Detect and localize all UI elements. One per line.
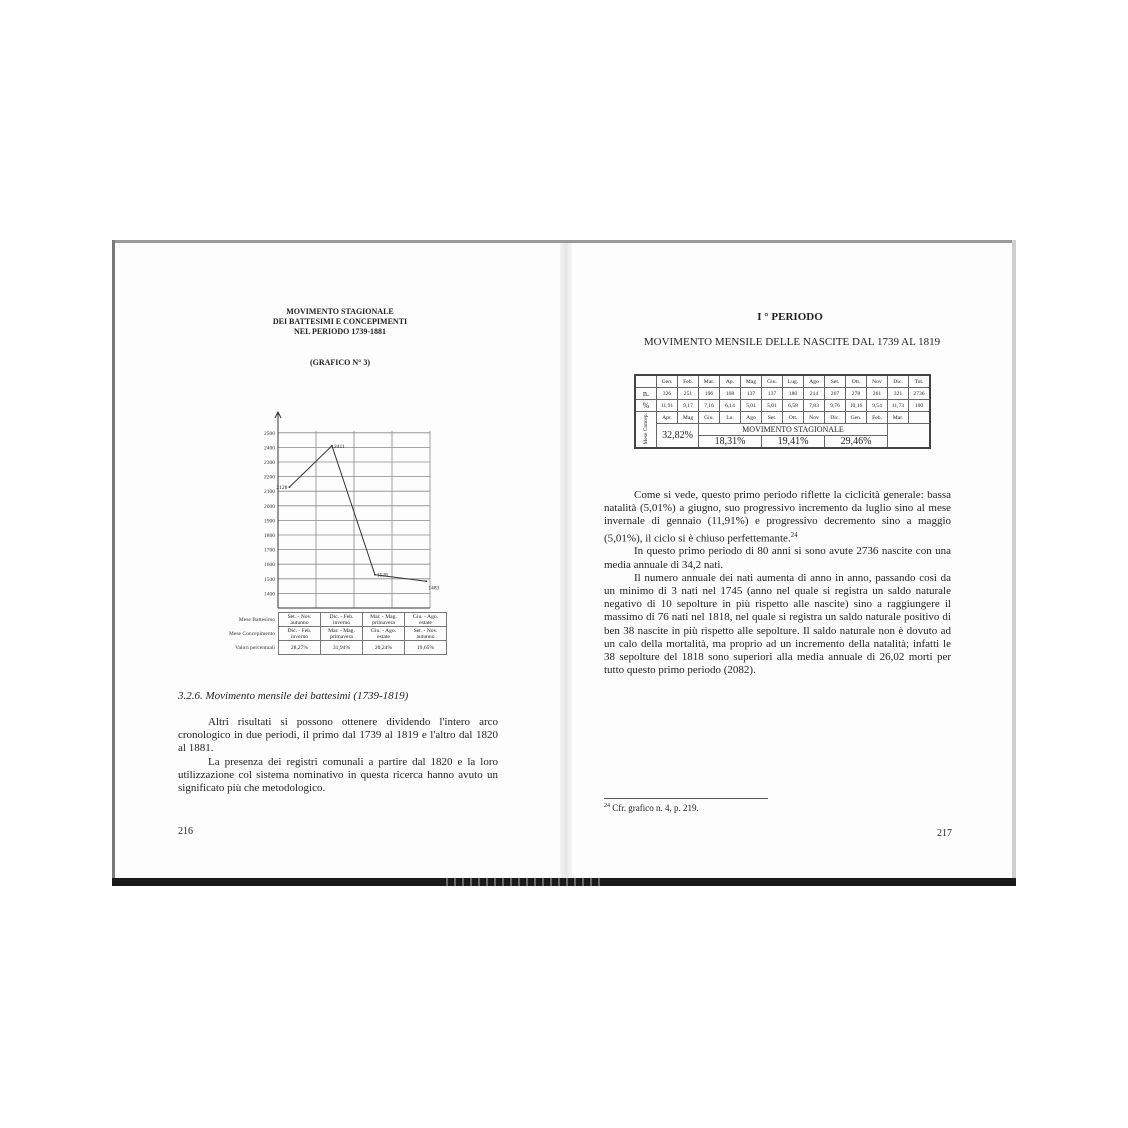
y-tick-label: 2400 (264, 445, 275, 452)
table-cell: 19,65% (405, 641, 447, 655)
data-label: 2411 (333, 443, 345, 450)
section-heading: 3.2.6. Movimento mensile dei battesimi (1739-1819) (178, 690, 409, 702)
month-header: Mag (741, 375, 762, 388)
table-row (635, 388, 930, 400)
seasonal-line-chart (252, 410, 462, 610)
data-point (374, 574, 376, 576)
month-header: Ap. (720, 375, 741, 388)
table-cell: 20,24% (363, 641, 405, 655)
concep-month-cell: Gen. (846, 412, 867, 424)
table-cell: Set. - Nov. autunno (405, 627, 447, 641)
table-row (635, 424, 930, 436)
month-header: Dic. (888, 375, 909, 388)
scan-left-edge (112, 240, 115, 886)
month-header: Tot. (909, 375, 931, 388)
title-line: MOVIMENTO STAGIONALE (286, 307, 394, 316)
footnote-ref: 24 (790, 530, 798, 539)
table-cell: 19,41% (762, 436, 825, 449)
y-tick-label: 2500 (264, 430, 275, 437)
row-label-concepimento: Mese Concepimento (228, 630, 275, 637)
table-cell (635, 375, 657, 388)
concep-month-cell: Ott. (783, 412, 804, 424)
table-row (635, 400, 930, 412)
row-label-n: n. (635, 388, 657, 400)
data-label: 2128 (276, 485, 288, 492)
paragraph: Altri risultati si possono ottenere dividendo l'intero arco cronologico in due periodi, il primo dal 1739 al 1819 e l'altro dal 1820 al 1881. (178, 716, 498, 755)
footnote-rule (604, 798, 768, 799)
y-tick-label: 2000 (264, 503, 275, 510)
births-pct-cell: 5,01 (741, 400, 762, 412)
month-header: Ago (804, 375, 825, 388)
paragraph: Come si vede, questo primo periodo riflette la ciclicità generale: bassa natalità (5,01%) a giugno, suo progressivo incremento da luglio sino al mese invernale di gennaio (11,91%) e progressivo decremento sino a maggio (5,01%), il ciclo si è chiuso perfettemante.$^{24}$ (604, 489, 951, 545)
scan-right-edge (1012, 240, 1016, 886)
title-line: DEI BATTESIMI E CONCEPIMENTI (272, 317, 408, 326)
month-header: Feb. (678, 375, 699, 388)
chart-category-table (224, 612, 447, 655)
paragraph: In questo primo periodo di 80 anni si sono avute 2736 nascite con una media annuale di 34,2 nati. (604, 545, 951, 571)
table-row (635, 375, 930, 388)
y-tick-label: 1700 (264, 547, 275, 554)
concep-month-cell: Dic. (825, 412, 846, 424)
births-count-cell: 214 (804, 388, 825, 400)
book-binding-strip (440, 878, 600, 886)
births-pct-cell: 10,16 (846, 400, 867, 412)
table-cell (909, 412, 931, 424)
table-cell: 31,94% (321, 641, 363, 655)
book-gutter (560, 243, 572, 878)
births-pct-cell: 7,83 (804, 400, 825, 412)
births-pct-cell: 6,58 (783, 400, 804, 412)
table-cell: 28,27% (279, 641, 321, 655)
births-pct-cell: 100 (909, 400, 931, 412)
concep-month-cell: Set. (762, 412, 783, 424)
paragraph: La presenza dei registri comunali a partire dal 1820 e la loro utilizzazione col sistema nominativo in questa ricerca hanno avuto un significato più che metodologico. (178, 755, 498, 795)
period-subheading: MOVIMENTO MENSILE DELLE NASCITE DAL 1739 AL 1819 (643, 336, 941, 348)
left-page-title (240, 307, 440, 337)
births-count-cell: 251 (678, 388, 699, 400)
page-number-left: 216 (178, 826, 193, 837)
births-pct-cell: 6,14 (720, 400, 741, 412)
y-tick-label: 1600 (264, 562, 275, 569)
row-label-percentuali: Valori percentuali (235, 644, 275, 651)
movimento-label: MOVIMENTO STAGIONALE (699, 424, 888, 436)
births-count-cell: 137 (762, 388, 783, 400)
table-cell: Giu. - Ago. estate (363, 627, 405, 641)
concep-label: Mese Concep. (643, 413, 649, 445)
births-count-cell: 267 (825, 388, 846, 400)
concep-month-cell: Giu. (699, 412, 720, 424)
table-cell: 32,82% (657, 424, 699, 449)
table-cell: 18,31% (699, 436, 762, 449)
table-cell: Dic. - Feb. inverno (279, 627, 321, 641)
data-point (289, 486, 291, 488)
births-pct-cell: 9,54 (867, 400, 888, 412)
footnote: $^{24}$ Cfr. grafico n. 4, p. 219. (604, 803, 699, 813)
births-count-cell: 196 (699, 388, 720, 400)
y-tick-label: 1400 (264, 591, 275, 598)
concep-month-cell: Apr. (657, 412, 678, 424)
month-header: Mar. (699, 375, 720, 388)
table-cell: Mar. - Mag. primavera (363, 613, 405, 627)
paragraph: Il numero annuale dei nati aumenta di anno in anno, passando così da un minimo di 3 nati nel 1745 (anno nel quale si registra un saldo naturale negativo di 10 sepolture in più rispetto alle nascite) sino a raggiungere il massimo di 76 nati nel 1818, nel quale si registra un saldo naturale positivo di ben 38 nascite in più rispetto alle sepolture. Il saldo naturale non è dovuto ad un calo della mortalità, ma proprio ad un incremento della natalità; infatti le 38 sepolture del 1818 sono superiori alla media annuale di 26,02 morti per tutto questo primo periodo (2082). (604, 571, 951, 677)
concep-month-cell: Mag (678, 412, 699, 424)
concep-month-cell: Ago (741, 412, 762, 424)
concep-month-cell: Nov (804, 412, 825, 424)
period-heading: I ° PERIODO (757, 311, 823, 323)
concep-label-cell (635, 412, 657, 449)
month-header: Nov (867, 375, 888, 388)
births-count-cell: 321 (888, 388, 909, 400)
births-count-cell: 180 (783, 388, 804, 400)
table-row (224, 641, 447, 655)
right-body-text (604, 489, 951, 678)
row-label-battesimo: Mese Battesimo (238, 616, 275, 623)
month-header: Giu. (762, 375, 783, 388)
monthly-births-table (634, 374, 931, 449)
title-line: NEL PERIODO 1739-1881 (293, 327, 386, 336)
graph-label: (GRAFICO N° 3) (309, 358, 371, 367)
data-label: 1528 (376, 572, 388, 579)
births-pct-cell: 9,17 (678, 400, 699, 412)
births-count-cell: 168 (720, 388, 741, 400)
concep-month-cell: Lu. (720, 412, 741, 424)
month-header: Lug. (783, 375, 804, 388)
data-line (289, 443, 426, 581)
month-header: Gen. (657, 375, 678, 388)
data-label: 1483 (428, 585, 440, 592)
table-cell (888, 424, 931, 449)
table-cell: Dic. - Feb. inverno (321, 613, 363, 627)
left-body-text (178, 716, 498, 795)
concep-month-cell: Mar. (888, 412, 909, 424)
row-label-pct: % (635, 400, 657, 412)
y-tick-label: 1800 (264, 533, 275, 539)
data-point (425, 580, 427, 582)
data-point (331, 445, 333, 447)
table-cell: 29,46% (825, 436, 888, 449)
births-pct-cell: 7,16 (699, 400, 720, 412)
births-pct-cell: 9,76 (825, 400, 846, 412)
births-count-cell: 137 (741, 388, 762, 400)
y-tick-label: 2100 (264, 489, 275, 496)
table-row (635, 412, 930, 424)
table-cell: Mar. - Mag. primavera (321, 627, 363, 641)
table-row (224, 627, 447, 641)
births-count-cell: 261 (867, 388, 888, 400)
births-pct-cell: 11,73 (888, 400, 909, 412)
table-cell: Set. - Nov. autunno (279, 613, 321, 627)
y-tick-label: 2200 (264, 474, 275, 481)
page-number-right: 217 (937, 828, 952, 839)
concep-month-cell: Feb. (867, 412, 888, 424)
y-tick-label: 1500 (264, 576, 275, 583)
births-count-cell: 326 (657, 388, 678, 400)
month-header: Ott. (846, 375, 867, 388)
y-tick-label: 2300 (264, 460, 275, 466)
births-pct-cell: 5,01 (762, 400, 783, 412)
table-cell: Giu. - Ago. estate (405, 613, 447, 627)
births-count-cell: 278 (846, 388, 867, 400)
births-count-cell: 2736 (909, 388, 931, 400)
births-pct-cell: 11,91 (657, 400, 678, 412)
month-header: Set. (825, 375, 846, 388)
y-tick-label: 1900 (264, 518, 275, 525)
table-row (224, 613, 447, 627)
